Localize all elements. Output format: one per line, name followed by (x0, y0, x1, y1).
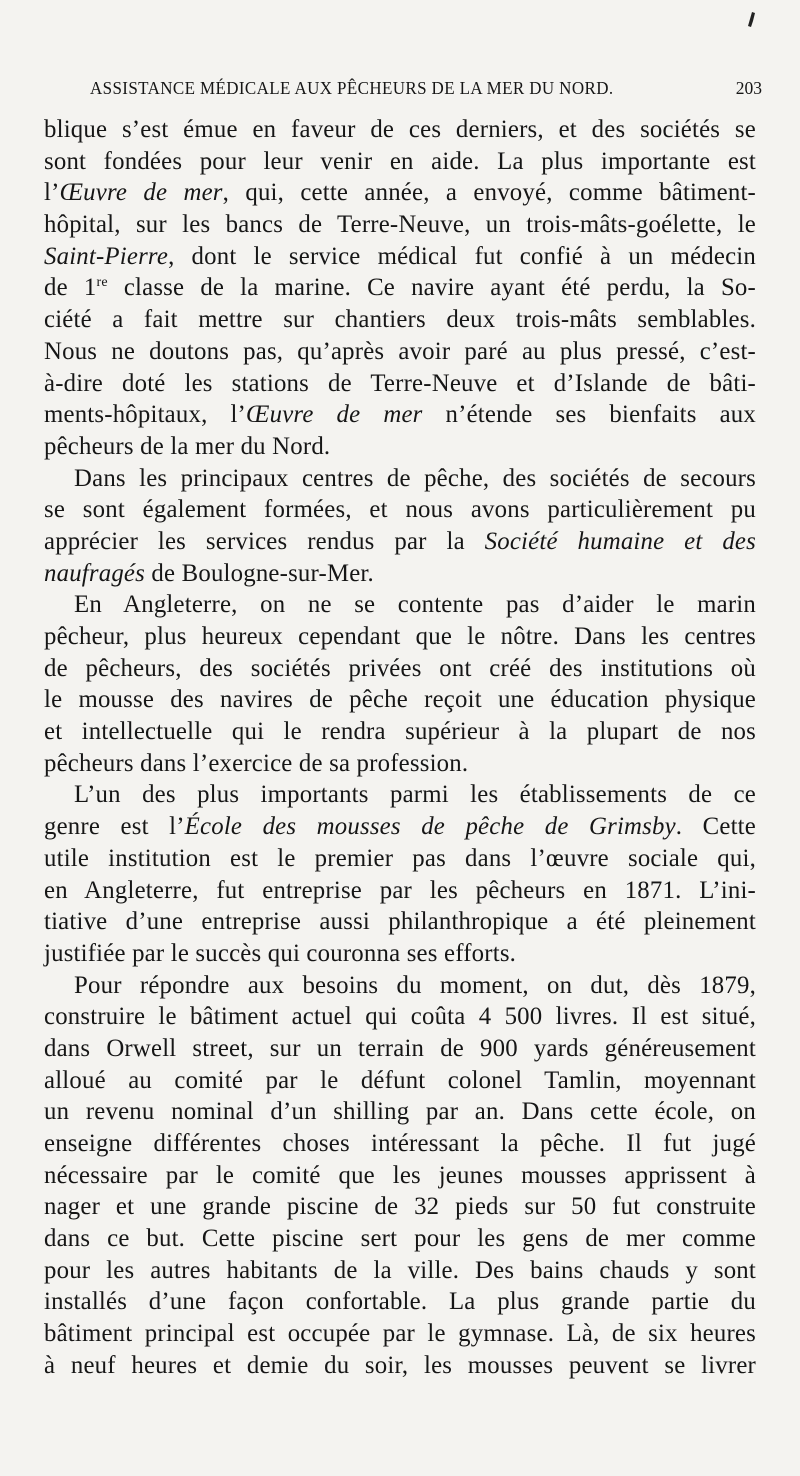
text-line (44, 146, 756, 178)
italic-text: Société humaine et des (484, 527, 756, 555)
text-line (44, 1191, 756, 1223)
italic-text: Saint-Pierre (44, 242, 169, 270)
line-text: . Cette (675, 813, 756, 841)
line-text: sont fondées pour leur venir en aide. La plus importante est (44, 147, 756, 175)
text-line (44, 431, 756, 463)
line-text: nécessaire par le comité que les jeunes mousses apprissent à (44, 1161, 756, 1189)
italic-text: naufragés (44, 559, 145, 587)
line-text: Nous ne doutons pas, qu’après avoir paré au plus pressé, c’est- (44, 337, 756, 365)
text-line (44, 272, 756, 304)
line-text: pour les autres habitants de la ville. Des bains chauds y sont (44, 1256, 756, 1284)
text-line (44, 1350, 756, 1382)
line-text: , dont le service médical fut confié à un médecin (168, 242, 756, 270)
text-line (44, 241, 756, 273)
line-text: , qui, cette année, a envoyé, comme bâtiment- (222, 179, 756, 207)
italic-text: École des mousses de pêche de Grimsby (184, 813, 676, 841)
text-line (44, 399, 756, 431)
line-text: bâtiment principal est occupée par le gymnase. Là, de six heures (44, 1320, 756, 1348)
text-line (44, 494, 756, 526)
text-line (44, 684, 756, 716)
text-line (44, 653, 756, 685)
body-text (44, 114, 756, 1382)
text-line (44, 1255, 756, 1287)
line-text: L’un des plus importants parmi les établissements de ce (74, 781, 756, 809)
line-text: Pour répondre aux besoins du moment, on dut, dès 1879, (74, 971, 756, 999)
line-text: justifiée par le succès qui couronna ses efforts. (44, 939, 517, 967)
line-text: installés d’une façon confortable. La plus grande partie du (44, 1288, 756, 1316)
text-line (44, 526, 756, 558)
text-line (44, 970, 756, 1002)
line-text: le mousse des navires de pêche reçoit une éducation physique (44, 686, 756, 714)
text-line (44, 1128, 756, 1160)
line-text: se sont également formées, et nous avons particulièrement pu (44, 496, 756, 524)
line-text: construire le bâtiment actuel qui coûta 4 500 livres. Il est situé, (44, 1003, 756, 1031)
text-line (44, 1286, 756, 1318)
line-text: en Angleterre, fut entreprise par les pêcheurs en 1871. L’ini- (44, 876, 756, 904)
text-line (44, 621, 756, 653)
line-text: Dans les principaux centres de pêche, des sociétés de secours (74, 464, 756, 492)
line-text: à-dire doté les stations de Terre-Neuve et d’Islande de bâti- (44, 369, 756, 397)
ink-mark-icon (746, 12, 756, 28)
line-text: En Angleterre, on ne se contente pas d’aider le marin (74, 591, 756, 619)
text-line (44, 304, 756, 336)
line-text: apprécier les services rendus par la (44, 527, 485, 555)
italic-text: Œuvre de mer (246, 401, 423, 429)
line-text: alloué au comité par le défunt colonel Tamlin, moyennant (44, 1066, 756, 1094)
text-line (44, 463, 756, 495)
text-line (44, 177, 756, 209)
text-line (44, 114, 756, 146)
line-text: enseigne différentes choses intéressant la pêche. Il fut jugé (44, 1130, 756, 1157)
running-head: ASSISTANCE MÉDICALE AUX PÊCHEURS DE LA MER DU NORD. (90, 78, 614, 98)
line-text: pêcheurs de la mer du Nord. (44, 432, 331, 460)
line-text: tiative d’une entreprise aussi philanthropique a été pleinement (44, 908, 756, 936)
text-line (44, 875, 756, 907)
line-text: pêcheur, plus heureux cependant que le nôtre. Dans les centres (44, 623, 756, 650)
line-text: de pêcheurs, des sociétés privées ont créé des institutions où (44, 654, 756, 682)
line-text: n’étende ses bienfaits aux (422, 401, 756, 429)
text-line (44, 209, 756, 241)
text-line (44, 368, 756, 400)
text-line (44, 336, 756, 368)
text-line (44, 1160, 756, 1192)
text-line (44, 558, 756, 590)
line-text: dans ce but. Cette piscine sert pour les gens de mer comme (44, 1225, 756, 1253)
line-text: genre est l’ (44, 813, 185, 841)
line-text: nager et une grande piscine de 32 pieds sur 50 fut construite (44, 1193, 756, 1221)
line-text: et intellectuelle qui le rendra supérieur à la plupart de nos (44, 718, 756, 746)
line-text: ciété a fait mettre sur chantiers deux trois-mâts semblables. (44, 306, 756, 334)
line-text: ments-hôpitaux, l’ (44, 401, 247, 429)
italic-text: Œuvre de mer (59, 179, 223, 207)
text-line (44, 843, 756, 875)
line-text: classe de la marine. Ce navire ayant été perdu, la So- (107, 274, 756, 302)
text-line (44, 1033, 756, 1065)
text-line (44, 1096, 756, 1128)
text-line (44, 1318, 756, 1350)
text-line (44, 938, 756, 970)
text-line (44, 811, 756, 843)
line-text: hôpital, sur les bancs de Terre-Neuve, un trois-mâts-goélette, le (44, 211, 756, 239)
line-text: pêcheurs dans l’exercice de sa profession. (44, 749, 469, 777)
superscript-text: re (96, 275, 108, 291)
text-line (44, 748, 756, 780)
line-text: blique s’est émue en faveur de ces derniers, et des sociétés se (44, 116, 756, 143)
line-text: dans Orwell street, sur un terrain de 900 yards généreusement (44, 1034, 756, 1062)
line-text: un revenu nominal d’un shilling par an. Dans cette école, on (44, 1098, 756, 1126)
line-text: utile institution est le premier pas dans l’œuvre sociale qui, (44, 844, 756, 872)
text-line (44, 589, 756, 621)
text-line (44, 906, 756, 938)
text-line (44, 1223, 756, 1255)
line-text: de Boulogne-sur-Mer. (145, 559, 374, 587)
line-text: de 1 (44, 274, 97, 302)
text-line (44, 779, 756, 811)
page-header (90, 78, 762, 108)
page-number: 203 (735, 78, 762, 98)
line-text: à neuf heures et demie du soir, les mousses peuvent se livrer (44, 1351, 756, 1379)
text-line (44, 1001, 756, 1033)
line-text: l’ (44, 179, 60, 207)
text-line (44, 1065, 756, 1097)
text-line (44, 716, 756, 748)
